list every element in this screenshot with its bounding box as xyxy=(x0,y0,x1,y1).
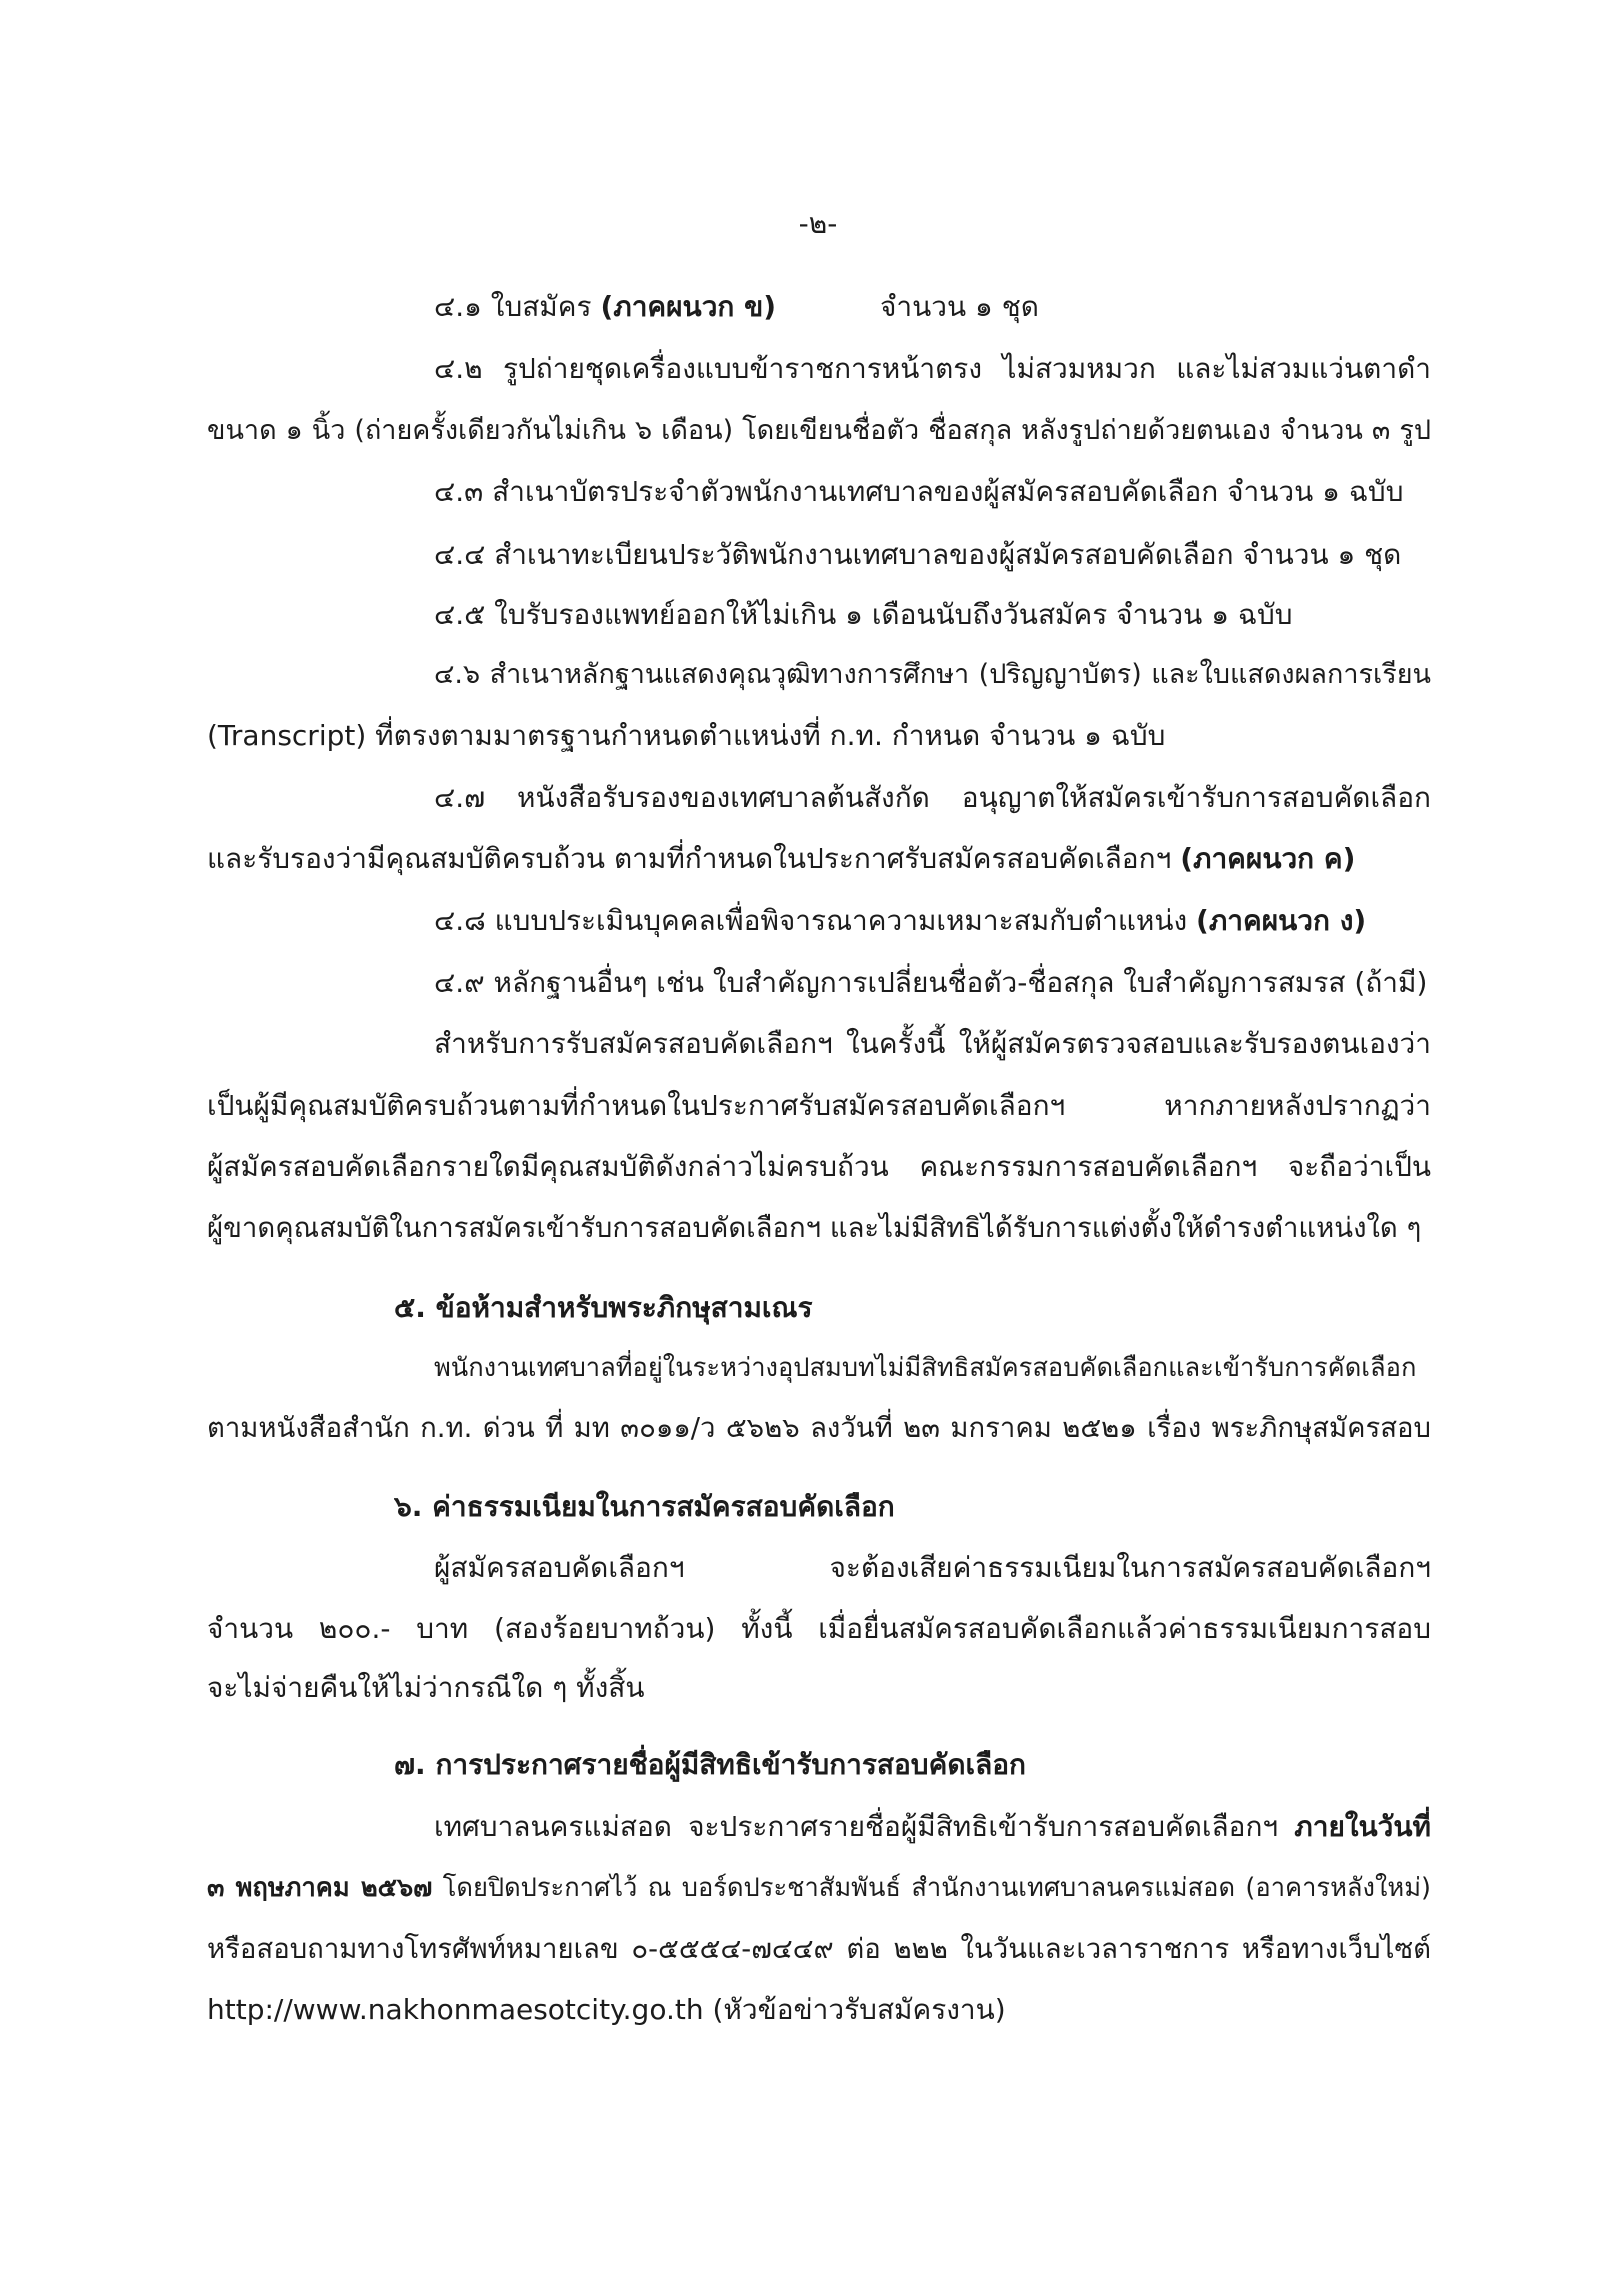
item-4-7-line-2 xyxy=(207,829,1431,889)
section-7-line-1 xyxy=(434,1797,1431,1857)
website-url: http://www.nakhonmaesotcity.go.th xyxy=(207,1993,704,2026)
item-4-7-line-2-text: และรับรองว่ามีคุณสมบัติครบถ้วน ตามที่กำหนดในประกาศรับสมัครสอบคัดเลือกฯ xyxy=(207,842,1181,875)
item-4-4: ๔.๔ สำเนาทะเบียนประวัติพนักงานเทศบาลของผู้สมัครสอบคัดเลือก จำนวน ๑ ชุด xyxy=(434,538,1402,571)
section-7-line-3: หรือสอบถามทางโทรศัพท์หมายเลข ๐-๕๕๕๔-๗๔๔๙ ต่อ ๒๒๒ ในวันและเวลาราชการ หรือทางเว็บไซต์ xyxy=(207,1933,1431,1965)
item-4-8-text: ๔.๘ แบบประเมินบุคคลเพื่อพิจารณาความเหมาะสมกับตำแหน่ง xyxy=(434,904,1197,937)
note-line-2: เป็นผู้มีคุณสมบัติครบถ้วนตามที่กำหนดในประกาศรับสมัครสอบคัดเลือกฯ หากภายหลังปรากฏว่า xyxy=(207,1089,1431,1122)
section-5-line-2: ตามหนังสือสำนัก ก.ท. ด่วน ที่ มท ๓๐๑๑/ว ๕๖๒๖ ลงวันที่ ๒๓ มกราคม ๒๕๒๑ เรื่อง พระภิกษุสมัครสอบ xyxy=(207,1412,1431,1444)
section-7-deadline-date: ๓ พฤษภาคม ๒๕๖๗ xyxy=(207,1873,433,1903)
item-4-7-line-1: ๔.๗ หนังสือรับรองของเทศบาลต้นสังกัด อนุญาตให้สมัครเข้ารับการสอบคัดเลือก xyxy=(434,781,1431,814)
item-4-6-line-1: ๔.๖ สำเนาหลักฐานแสดงคุณวุฒิทางการศึกษา (ปริญญาบัตร) และใบแสดงผลการเรียน xyxy=(434,659,1431,690)
note-line-1: สำหรับการรับสมัครสอบคัดเลือกฯ ในครั้งนี้ ให้ผู้สมัครตรวจสอบและรับรองตนเองว่า xyxy=(434,1027,1431,1060)
section-6-line-3: จะไม่จ่ายคืนให้ไม่ว่ากรณีใด ๆ ทั้งสิ้น xyxy=(207,1671,645,1704)
page-number: -๒- xyxy=(798,207,838,240)
section-7-line-2-text: โดยปิดประกาศไว้ ณ บอร์ดประชาสัมพันธ์ สำนักงานเทศบาลนครแม่สอด (อาคารหลังใหม่) xyxy=(432,1873,1431,1903)
section-5-heading: ๕. ข้อห้ามสำหรับพระภิกษุสามเณร xyxy=(394,1291,813,1324)
item-4-9: ๔.๙ หลักฐานอื่นๆ เช่น ใบสำคัญการเปลี่ยนชื่อตัว-ชื่อสกุล ใบสำคัญการสมรส (ถ้ามี) xyxy=(434,966,1428,999)
item-4-6-line-2: (Transcript) ที่ตรงตามมาตรฐานกำหนดตำแหน่งที่ ก.ท. กำหนด จำนวน ๑ ฉบับ xyxy=(207,719,1166,752)
section-6-line-1: ผู้สมัครสอบคัดเลือกฯ จะต้องเสียค่าธรรมเนียมในการสมัครสอบคัดเลือกฯ xyxy=(434,1551,1431,1584)
section-5-line-1: พนักงานเทศบาลที่อยู่ในระหว่างอุปสมบทไม่มีสิทธิสมัครสอบคัดเลือกและเข้ารับการคัดเลือก xyxy=(434,1353,1417,1383)
item-4-8-annex: (ภาคผนวก ง) xyxy=(1196,904,1367,937)
item-4-2-line-2: ขนาด ๑ นิ้ว (ถ่ายครั้งเดียวกันไม่เกิน ๖ เดือน) โดยเขียนชื่อตัว ชื่อสกุล หลังรูปถ่ายด้วยตนเอง จำนวน ๓ รูป xyxy=(207,415,1431,446)
website-note: (หัวข้อข่าวรับสมัครงาน) xyxy=(703,1993,1006,2026)
item-4-2-line-1: ๔.๒ รูปถ่ายชุดเครื่องแบบข้าราชการหน้าตรง ไม่สวมหมวก และไม่สวมแว่นตาดำ xyxy=(434,352,1431,385)
section-7-deadline-label: ภายในวันที่ xyxy=(1294,1810,1431,1843)
note-line-4: ผู้ขาดคุณสมบัติในการสมัครเข้ารับการสอบคัดเลือกฯ และไม่มีสิทธิได้รับการแต่งตั้งให้ดำรงตำแหน่งใด ๆ xyxy=(207,1212,1422,1244)
section-7-line-2 xyxy=(207,1858,1431,1918)
item-4-3: ๔.๓ สำเนาบัตรประจำตัวพนักงานเทศบาลของผู้สมัครสอบคัดเลือก จำนวน ๑ ฉบับ xyxy=(434,475,1404,508)
item-4-7-annex: (ภาคผนวก ค) xyxy=(1180,842,1356,875)
section-7-heading: ๗. การประกาศรายชื่อผู้มีสิทธิเข้ารับการสอบคัดเลือก xyxy=(394,1748,1026,1781)
item-4-1-quantity: จำนวน ๑ ชุด xyxy=(880,290,1039,323)
section-7-line-1-text: เทศบาลนครแม่สอด จะประกาศรายชื่อผู้มีสิทธิเข้ารับการสอบคัดเลือกฯ xyxy=(434,1810,1295,1843)
section-6-line-2: จำนวน ๒๐๐.- บาท (สองร้อยบาทถ้วน) ทั้งนี้ เมื่อยื่นสมัครสอบคัดเลือกแล้วค่าธรรมเนียมการสอบ xyxy=(207,1612,1431,1645)
item-4-1 xyxy=(434,277,1431,337)
item-4-1-text: ๔.๑ ใบสมัคร xyxy=(434,290,601,323)
section-7-line-4 xyxy=(207,1980,1431,2040)
item-4-8 xyxy=(434,891,1431,951)
note-line-3: ผู้สมัครสอบคัดเลือกรายใดมีคุณสมบัติดังกล่าวไม่ครบถ้วน คณะกรรมการสอบคัดเลือกฯ จะถือว่าเป็น xyxy=(207,1150,1431,1183)
section-6-heading: ๖. ค่าธรรมเนียมในการสมัครสอบคัดเลือก xyxy=(394,1490,895,1523)
item-4-5: ๔.๕ ใบรับรองแพทย์ออกให้ไม่เกิน ๑ เดือนนับถึงวันสมัคร จำนวน ๑ ฉบับ xyxy=(434,598,1293,631)
item-4-1-annex: (ภาคผนวก ข) xyxy=(600,290,777,323)
